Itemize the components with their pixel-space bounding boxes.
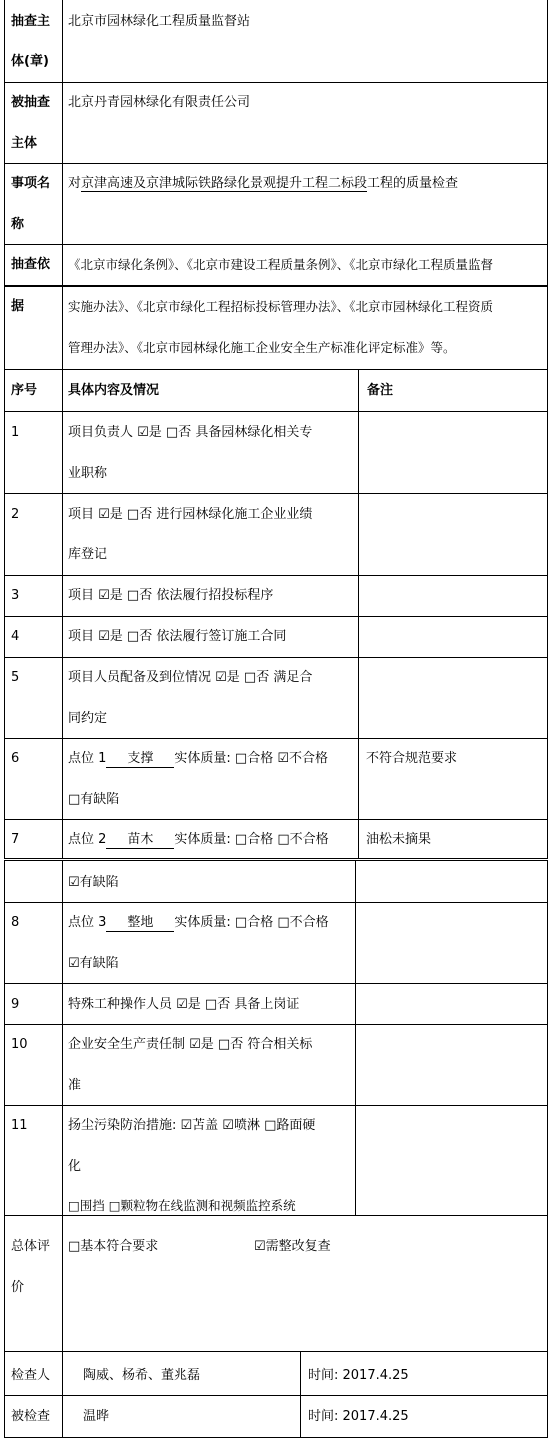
inspector-person-label: 检查人 <box>11 1368 51 1383</box>
row-remark: 不符合规范要求 <box>366 751 458 766</box>
item-prefix: 对 <box>68 176 82 191</box>
table-frame-evaluation <box>4 1216 548 1352</box>
row-content <box>68 914 329 932</box>
divider <box>4 983 548 984</box>
quality-options: 实体质量: □合格 □不合格 <box>174 832 329 847</box>
row-content: □有缺陷 <box>68 792 120 807</box>
divider <box>355 860 356 1216</box>
inspected-label: 被抽查 <box>11 95 51 110</box>
row-content: ☑有缺陷 <box>68 956 119 971</box>
row-content: 库登记 <box>68 547 108 562</box>
basis-label: 抽查依 <box>11 257 51 272</box>
row-content: 项目 ☑是 □否 依法履行招投标程序 <box>68 588 274 603</box>
row-content: ☑有缺陷 <box>68 875 119 890</box>
row-content: 准 <box>68 1078 82 1093</box>
evaluation-option-basic: □基本符合要求 <box>68 1239 159 1254</box>
divider <box>4 902 548 903</box>
quality-options: 实体质量: □合格 □不合格 <box>174 915 329 930</box>
divider <box>62 1216 63 1352</box>
inspector-label: 抽查主 <box>11 14 51 29</box>
point-label: 点位 2 <box>68 832 107 847</box>
divider <box>4 616 548 617</box>
inspected-value: 北京丹青园林绿化有限责任公司 <box>68 95 251 110</box>
table-frame-items <box>4 370 548 859</box>
row-number: 4 <box>11 629 20 644</box>
basis-line: 实施办法》、《北京市绿化工程招标投标管理办法》、《北京市园林绿化工程资质 <box>68 299 494 314</box>
divider <box>4 244 548 245</box>
inspected-name: 温晔 <box>83 1409 110 1424</box>
divider <box>4 411 548 412</box>
row-content: □围挡 □颗粒物在线监测和视频监控系统 <box>68 1198 296 1213</box>
column-header-remark: 备注 <box>367 383 394 398</box>
row-content: 企业安全生产责任制 ☑是 □否 符合相关标 <box>68 1037 313 1052</box>
row-content: 项目 ☑是 □否 依法履行签订施工合同 <box>68 629 287 644</box>
divider <box>4 493 548 494</box>
divider <box>4 575 548 576</box>
inspected-label: 主体 <box>11 136 38 151</box>
divider <box>4 82 548 83</box>
quality-options: 实体质量: □合格 ☑不合格 <box>174 751 328 766</box>
row-number: 9 <box>11 997 20 1012</box>
column-header-no: 序号 <box>11 383 38 398</box>
row-number: 6 <box>11 751 20 766</box>
divider <box>62 860 63 1216</box>
point-label: 点位 1 <box>68 751 107 766</box>
basis-line: 《北京市绿化条例》、《北京市建设工程质量条例》、《北京市绿化工程质量监督 <box>68 257 494 272</box>
divider <box>4 1395 548 1396</box>
basis-label: 据 <box>11 299 25 314</box>
row-content: 特殊工种操作人员 ☑是 □否 具备上岗证 <box>68 997 300 1012</box>
item-value <box>68 175 458 193</box>
divider <box>4 163 548 164</box>
evaluation-label: 价 <box>11 1280 25 1295</box>
row-number: 5 <box>11 670 20 685</box>
row-content: 项目负责人 ☑是 □否 具备园林绿化相关专 <box>68 425 313 440</box>
row-remark: 油松未摘果 <box>366 832 432 847</box>
row-number: 11 <box>11 1118 28 1133</box>
divider <box>4 1105 548 1106</box>
row-content <box>68 831 329 849</box>
point-name: 整地 <box>106 914 174 932</box>
row-number: 7 <box>11 832 20 847</box>
inspected-person-label: 被检查 <box>11 1409 51 1424</box>
divider <box>4 819 548 820</box>
row-number: 10 <box>11 1037 28 1052</box>
point-name: 苗木 <box>106 831 174 849</box>
row-content: 化 <box>68 1159 82 1174</box>
divider <box>4 738 548 739</box>
item-label: 称 <box>11 217 25 232</box>
row-number: 1 <box>11 425 20 440</box>
evaluation-label: 总体评 <box>11 1239 51 1254</box>
inspected-time: 时间: 2017.4.25 <box>308 1409 409 1424</box>
divider <box>4 657 548 658</box>
basis-line: 管理办法》、《北京市园林绿化施工企业安全生产标准化评定标准》等。 <box>68 340 456 355</box>
item-name-underlined: 京津高速及京津城际铁路绿化景观提升工程二标段 <box>81 176 368 191</box>
evaluation-option-rectify: ☑需整改复查 <box>254 1239 331 1254</box>
inspector-label: 体(章) <box>11 54 49 69</box>
row-content: 项目人员配备及到位情况 ☑是 □否 满足合 <box>68 670 313 685</box>
column-header-content: 具体内容及情况 <box>68 383 160 398</box>
row-content: 业职称 <box>68 466 108 481</box>
item-suffix: 工程的质量检查 <box>367 176 459 191</box>
row-content: 项目 ☑是 □否 进行园林绿化施工企业业绩 <box>68 507 313 522</box>
row-number: 8 <box>11 915 20 930</box>
row-number: 2 <box>11 507 20 522</box>
divider <box>358 370 359 859</box>
row-content <box>68 750 328 768</box>
inspector-names: 陶威、杨希、董兆磊 <box>83 1368 201 1383</box>
row-number: 3 <box>11 588 20 603</box>
divider <box>4 1024 548 1025</box>
point-label: 点位 3 <box>68 915 107 930</box>
divider <box>62 286 63 370</box>
divider <box>62 0 63 286</box>
point-name: 支撑 <box>106 750 174 768</box>
row-content: 同约定 <box>68 711 108 726</box>
inspector-time: 时间: 2017.4.25 <box>308 1368 409 1383</box>
item-label: 事项名 <box>11 176 51 191</box>
row-content: 扬尘污染防治措施: ☑苫盖 ☑喷淋 □路面硬 <box>68 1118 316 1133</box>
inspector-value: 北京市园林绿化工程质量监督站 <box>68 14 251 29</box>
divider <box>62 370 63 859</box>
